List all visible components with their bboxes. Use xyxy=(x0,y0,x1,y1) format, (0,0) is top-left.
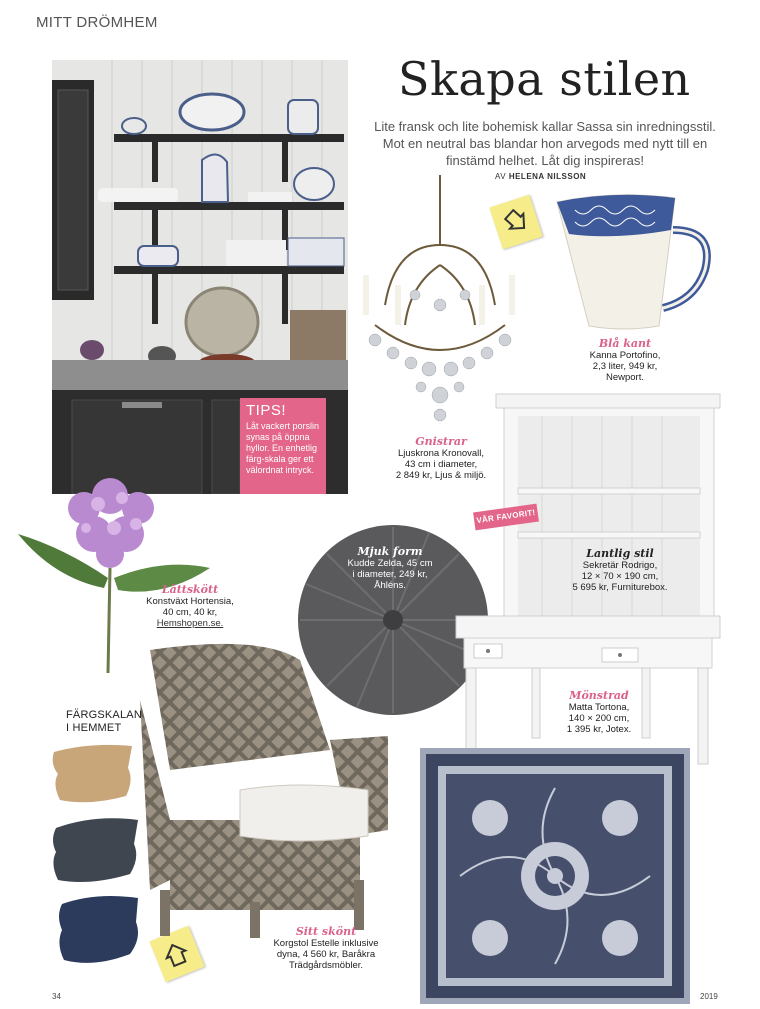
favorite-badge: VÅR FAVORIT! xyxy=(473,504,539,531)
chair-line: Korgstol Estelle inklusive xyxy=(273,938,379,949)
pitcher-line: 2,3 liter, 949 kr, xyxy=(592,361,658,372)
article-lead: Lite fransk och lite bohemisk kallar Sassa sin inredningsstil. Mot en neutral bas blandar hon arvegods med nytt till en finstämd helhet. Låt dig inspireras! xyxy=(374,119,716,168)
article-title: Skapa stilen xyxy=(398,52,691,106)
tips-box xyxy=(240,398,326,494)
chair-heading: Sitt skönt xyxy=(295,925,357,938)
palette-swatches xyxy=(50,740,140,980)
cushion-heading: Mjuk form xyxy=(357,545,423,558)
hydrangea-caption xyxy=(140,584,240,629)
secretary-line: Sekretär Rodrigo, xyxy=(582,560,658,571)
section-label: MITT DRÖMHEM xyxy=(36,14,158,31)
chandelier-line: Ljuskrona Kronovall, xyxy=(397,448,485,459)
cushion-line: Kudde Zelda, 45 cm xyxy=(347,558,433,569)
rug-heading: Mönstrad xyxy=(569,689,629,702)
cushion-line: Åhléns. xyxy=(374,580,406,591)
chandelier-image xyxy=(355,175,525,425)
hydrangea-heading: Lättskött xyxy=(161,583,219,596)
secretary-caption xyxy=(560,548,680,593)
palette-label-line: FÄRGSKALAN xyxy=(66,709,142,721)
pitcher-heading: Blå kant xyxy=(598,337,652,350)
chandelier-heading: Gnistrar xyxy=(415,435,467,448)
chair-line: Trädgårdsmöbler. xyxy=(288,960,364,971)
pitcher-image xyxy=(555,190,715,330)
hydrangea-link[interactable]: Hemshopen.se. xyxy=(156,618,224,629)
wicker-chair-image xyxy=(130,640,392,940)
pitcher-line: Newport. xyxy=(605,372,644,383)
chandelier-line: 43 cm i diameter, xyxy=(404,459,478,470)
tips-text: Låt vackert porslin synas på öppna hyllor. En enhetlig färg-skala ger ett välordnat intryck. xyxy=(246,421,320,475)
chair-line: dyna, 4 560 kr, Baråkra xyxy=(276,949,376,960)
secretary-line: 12 × 70 × 190 cm, xyxy=(581,571,659,582)
tips-heading: TIPS! xyxy=(246,402,287,419)
hydrangea-line: 40 cm, 40 kr, xyxy=(162,607,218,618)
cushion-line: i diameter, 249 kr, xyxy=(352,569,428,580)
palette-label xyxy=(66,709,142,735)
hydrangea-line: Konstväxt Hortensia, xyxy=(146,596,234,607)
swatch-navy xyxy=(59,896,138,963)
cushion-caption xyxy=(335,546,445,591)
pitcher-caption xyxy=(570,338,680,383)
chandelier-line: 2 849 kr, Ljus & miljö. xyxy=(395,470,487,481)
rug-caption xyxy=(556,690,642,735)
byline-prefix: AV xyxy=(495,172,507,181)
swatch-charcoal xyxy=(53,818,138,882)
page-year: 2019 xyxy=(700,992,718,1001)
byline-author: HELENA NILSSON xyxy=(508,172,587,181)
rug-line: 140 × 200 cm, xyxy=(568,713,630,724)
rug-line: 1 395 kr, Jotex. xyxy=(566,724,632,735)
palette-label-line: I HEMMET xyxy=(66,722,122,734)
chair-caption xyxy=(262,926,390,971)
page-number: 34 xyxy=(52,992,61,1001)
rug-image xyxy=(420,748,690,1004)
swatch-beige xyxy=(53,745,132,802)
rug-line: Matta Tortona, xyxy=(568,702,630,713)
pitcher-line: Kanna Portofino, xyxy=(589,350,661,361)
secretary-line: 5 695 kr, Furniturebox. xyxy=(572,582,668,593)
secretary-heading: Lantlig stil xyxy=(586,547,654,560)
